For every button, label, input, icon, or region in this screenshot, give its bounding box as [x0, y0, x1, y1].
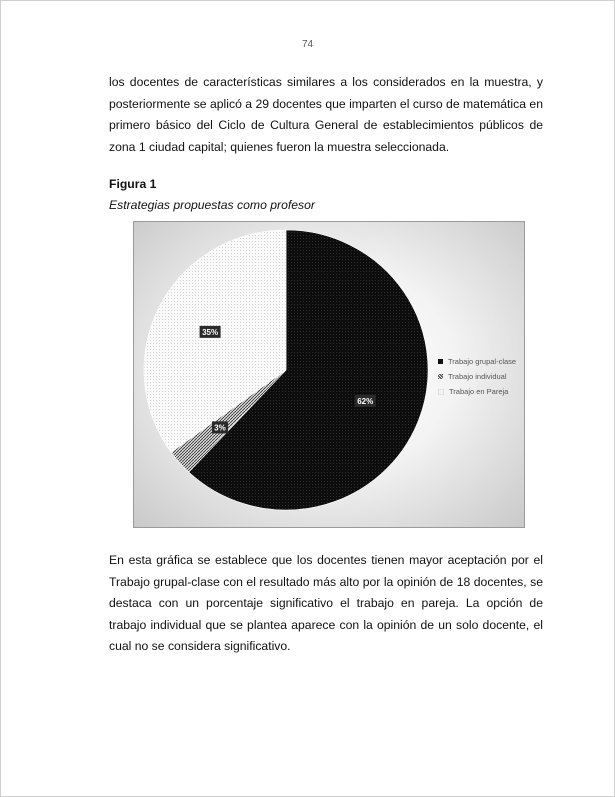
body-paragraph-2: En esta gráfica se establece que los docentes tienen mayor aceptación por el Trabajo grupal-clase con el resultado más alto por la opinión de 18 docentes, se destaca con un porcentaje significativo el trabajo en pareja. La opción de trabajo individual que se plantea aparece con la opinión de un solo docente, el cual no se considera significativo. [109, 553, 543, 654]
legend-swatch [438, 389, 444, 395]
legend-item [438, 354, 516, 369]
page-number: 74 [301, 39, 314, 50]
data-label-text: 35% [202, 327, 219, 337]
data-label [212, 421, 228, 433]
data-label [200, 326, 221, 338]
figure-label: Figura 1 [109, 177, 157, 191]
legend-label: Trabajo individual [448, 372, 507, 381]
legend-item [438, 384, 516, 399]
data-label-text: 62% [357, 396, 374, 406]
pie-chart [133, 221, 525, 528]
legend-label: Trabajo en Pareja [449, 387, 509, 396]
chart-legend [438, 354, 516, 399]
body-paragraph-1: los docentes de características similares a los considerados en la muestra, y posteriormente se aplicó a 29 docentes que imparten el curso de matemática en primero básico del Ciclo de Cultura General de establecimientos públicos de zona 1 ciudad capital; quienes fueron la muestra seleccionada. [109, 75, 543, 154]
legend-swatch [438, 374, 443, 379]
data-label-text: 3% [214, 423, 226, 433]
data-label [355, 395, 376, 407]
legend-item [438, 369, 516, 384]
legend-label: Trabajo grupal-clase [448, 357, 517, 366]
figure-caption: Estrategias propuestas como profesor [109, 198, 315, 212]
legend-swatch [438, 359, 443, 364]
